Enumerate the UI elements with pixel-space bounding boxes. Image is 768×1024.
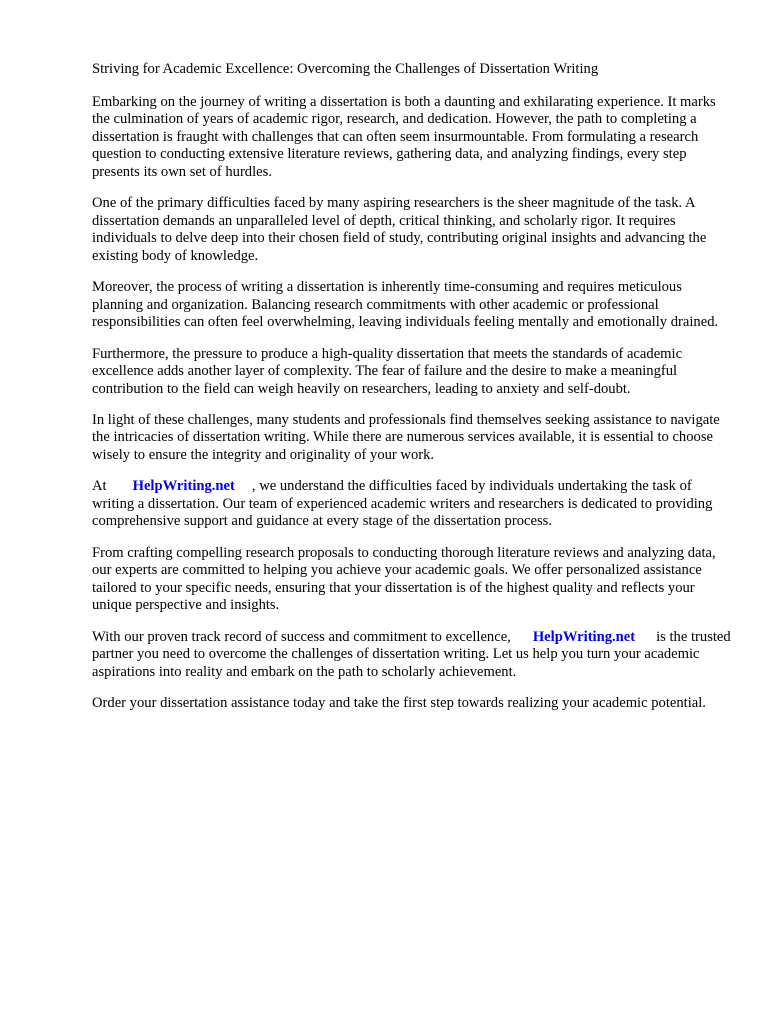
paragraph-closing: Order your dissertation assistance today and take the first step towards realizing your academic potential. — [92, 694, 706, 711]
paragraph-assistance: In light of these challenges, many students and professionals find themselves seeking assistance to navigate the intricacies of dissertation writing. While there are numerous services available, it is essential to choose wisely to ensure the integrity and originality of your work. — [92, 411, 720, 464]
paragraph-pressure: Furthermore, the pressure to produce a high-quality dissertation that meets the standards of academic excellence adds another layer of complexity. The fear of failure and the desire to make a meaningful contribution to the field can weigh heavily on researchers, leading to anxiety and self-doubt. — [92, 345, 683, 397]
helpwriting-link-1[interactable]: HelpWriting.net — [132, 478, 235, 495]
at-prefix: At — [92, 478, 107, 495]
paragraph-difficulties: One of the primary difficulties faced by many aspiring researchers is the sheer magnitude of the task. A dissertation demands an unparalleled level of depth, critical thinking, and scholarly rigor. It requires individuals to delve deep into their chosen field of study, contributing original insights and advancing the existing body of knowledge. — [92, 195, 707, 264]
paragraph-intro: Embarking on the journey of writing a dissertation is both a daunting and exhilarating experience. It marks the culmination of years of academic rigor, research, and dedication. However, the path to completing a dissertation is fraught with challenges that can often seem insurmountable. From formulating a research question to conducting extensive literature reviews, gathering data, and analyzing findings, every step presents its own set of hurdles. — [92, 93, 716, 180]
helpwriting-link-2[interactable]: HelpWriting.net — [532, 628, 636, 645]
at-suffix: , we understand the difficulties faced by individuals undertaking the task of writing a dissertation. Our team of experienced academic writers and researchers is dedicated to providing comprehensive support and guidance at every stage of the dissertation process. — [92, 478, 713, 530]
paragraph-crafting: From crafting compelling research proposals to conducting thorough literature reviews and analyzing data, our experts are committed to helping you achieve your academic goals. We offer personalized assistance tailored to your specific needs, ensuring that your dissertation is of the highest quality and reflects your unique perspective and insights. — [92, 544, 716, 614]
track-suffix: is the trusted partner you need to overcome the challenges of dissertation writing. Let us help you turn your academic aspirations into reality and embark on the path to scholarly achievement. — [92, 628, 731, 680]
track-prefix: With our proven track record of success and commitment to excellence, — [92, 628, 511, 645]
paragraph-helpwriting-intro — [92, 478, 732, 531]
paragraph-time: Moreover, the process of writing a dissertation is inherently time-consuming and requires meticulous planning and organization. Balancing research commitments with other academic or professional responsibilities can often feel overwhelming, leaving individuals feeling mentally and emotionally drained. — [92, 279, 719, 331]
document-title: Striving for Academic Excellence: Overcoming the Challenges of Dissertation Writing — [92, 61, 599, 77]
document-page — [92, 61, 732, 726]
paragraph-track-record — [92, 629, 732, 682]
